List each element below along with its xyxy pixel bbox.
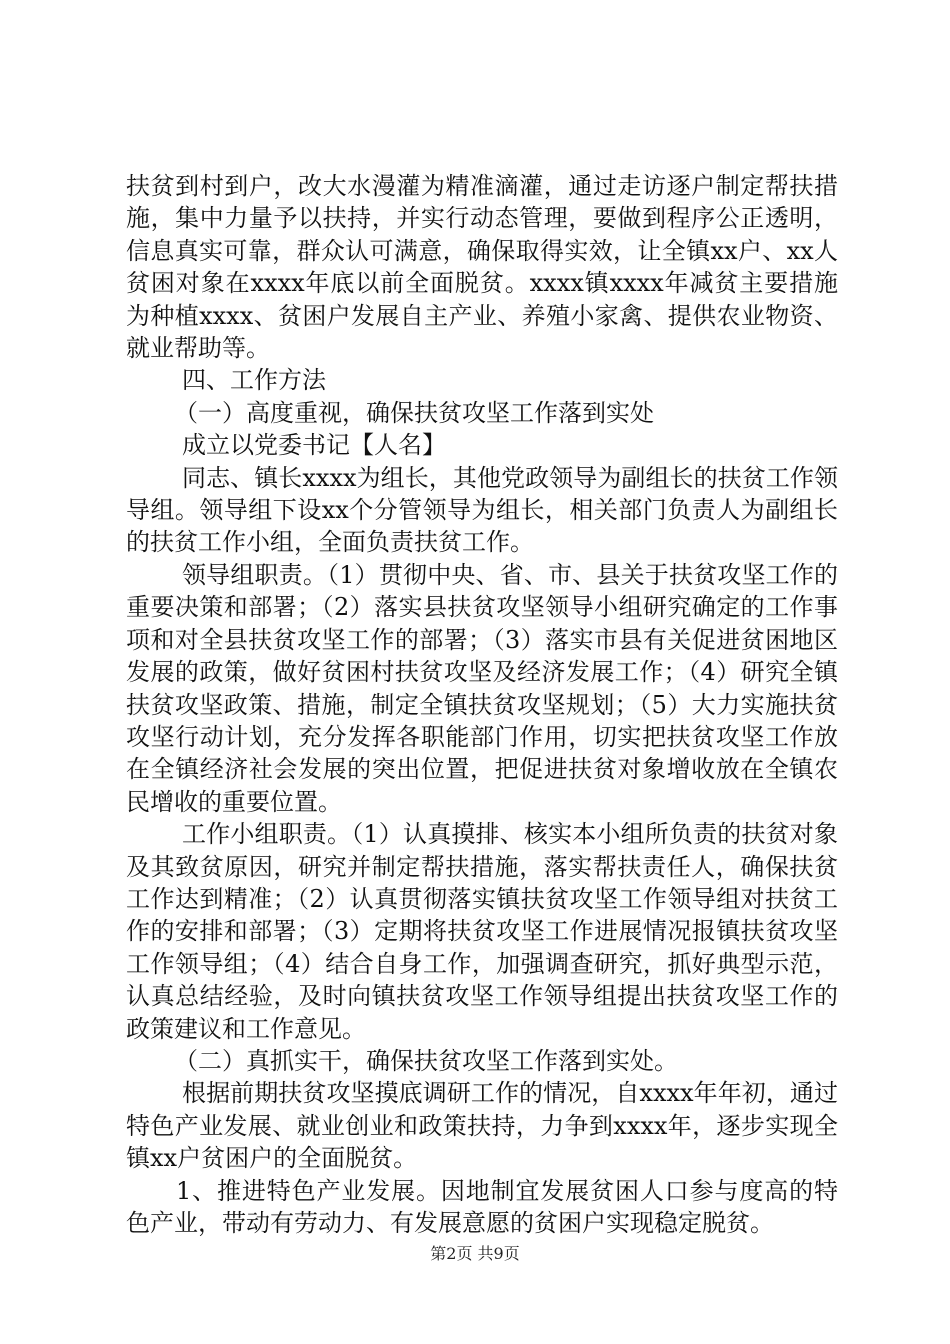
section-heading-work-methods: 四、工作方法	[182, 366, 326, 395]
page-number-footer: 第2页 共9页	[430, 1244, 520, 1263]
document-body	[126, 170, 838, 1239]
paragraph-workgroup-duties: 工作小组职责。（1）认真摸排、核实本小组所负责的扶贫对象及其致贫原因，研究并制定帮扶措施，落实帮扶责任人，确保扶贫工作达到精准；（2）认真贯彻落实镇扶贫攻坚工作领导组对扶贫工作的安排和部署；（3）定期将扶贫攻坚工作进展情况报镇扶贫攻坚工作领导组；（4）结合自身工作，加强调查研究，抓好典型示范，认真总结经验，及时向镇扶贫攻坚工作领导组提出扶贫攻坚工作的政策建议和工作意见。	[126, 820, 838, 1043]
paragraph-leadership-group: 同志、镇长xxxx为组长，其他党政领导为副组长的扶贫工作领导组。领导组下设xx个分管领导为组长，相关部门负责人为副组长的扶贫工作小组，全面负责扶贫工作。	[126, 463, 838, 557]
paragraph-continuation: 扶贫到村到户，改大水漫灌为精准滴灌，通过走访逐户制定帮扶措施，集中力量予以扶持，并实行动态管理，要做到程序公正透明，信息真实可靠，群众认可满意，确保取得实效，让全镇xx户、xx人贫困对象在xxxx年底以前全面脱贫。xxxx镇xxxx年减贫主要措施为种植xxxx、贫困户发展自主产业、养殖小家禽、提供农业物资、就业帮助等。	[126, 172, 838, 363]
paragraph-industry-development: 1、推进特色产业发展。因地制宜发展贫困人口参与度高的特色产业，带动有劳动力、有发展意愿的贫困户实现稳定脱贫。	[126, 1176, 838, 1237]
subsection-heading-1: （一）高度重视，确保扶贫攻坚工作落到实处	[174, 398, 654, 427]
paragraph-leader-name: 成立以党委书记【人名】	[182, 431, 446, 460]
subsection-heading-2: （二）真抓实干，确保扶贫攻坚工作落到实处。	[174, 1046, 678, 1075]
paragraph-leadership-duties: 领导组职责。（1）贯彻中央、省、市、县关于扶贫攻坚工作的重要决策和部署；（2）落实县扶贫攻坚领导小组研究确定的工作事项和对全县扶贫攻坚工作的部署；（3）落实市县有关促进贫困地区发展的政策，做好贫困村扶贫攻坚及经济发展工作；（4）研究全镇扶贫攻坚政策、措施，制定全镇扶贫攻坚规划；（5）大力实施扶贫攻坚行动计划，充分发挥各职能部门作用，切实把扶贫攻坚工作放在全镇经济社会发展的突出位置，把促进扶贫对象增收放在全镇农民增收的重要位置。	[126, 560, 838, 816]
paragraph-research-basis: 根据前期扶贫攻坚摸底调研工作的情况，自xxxx年年初，通过特色产业发展、就业创业和政策扶持，力争到xxxx年，逐步实现全镇xx户贫困户的全面脱贫。	[126, 1079, 838, 1173]
